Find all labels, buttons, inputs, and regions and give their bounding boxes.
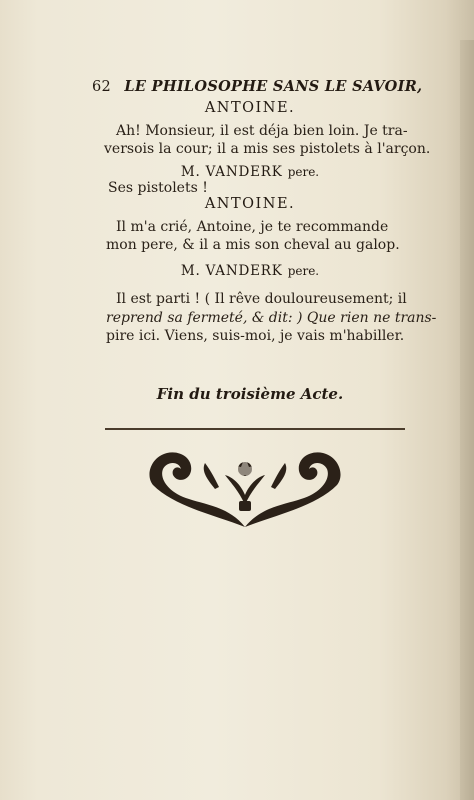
facing-page-edge bbox=[460, 40, 474, 800]
speech-line: mon pere, & il a mis son cheval au galop. bbox=[106, 237, 400, 253]
speaker-name: M. VANDERK pere. bbox=[180, 263, 320, 279]
end-of-act: Fin du troisième Acte. bbox=[156, 385, 344, 403]
speech-line: pire ici. Viens, suis-moi, je vais m'habiller. bbox=[106, 328, 405, 344]
speaker-name: M. VANDERK pere. bbox=[180, 164, 320, 180]
speaker-name: ANTOINE. bbox=[204, 196, 296, 212]
speech-line: Ah! Monsieur, il est déja bien loin. Je tra- bbox=[116, 123, 408, 139]
speech-line: Il est parti ! ( Il rêve douloureusement; il bbox=[116, 291, 407, 307]
floral-tailpiece-icon bbox=[145, 445, 345, 535]
speech-line: versois la cour; il a mis ses pistolets à l'arçon. bbox=[104, 141, 431, 157]
speech-line: reprend sa fermeté, & dit: ) Que rien ne trans- bbox=[106, 310, 437, 326]
speech-line: Il m'a crié, Antoine, je te recommande bbox=[116, 219, 389, 235]
divider-rule bbox=[105, 428, 405, 430]
page-number: 62 bbox=[92, 79, 112, 95]
running-title: LE PHILOSOPHE SANS LE SAVOIR, bbox=[124, 78, 423, 95]
speaker-name: ANTOINE. bbox=[204, 100, 296, 116]
speech-line: Ses pistolets ! bbox=[108, 180, 208, 196]
running-header bbox=[92, 78, 423, 95]
